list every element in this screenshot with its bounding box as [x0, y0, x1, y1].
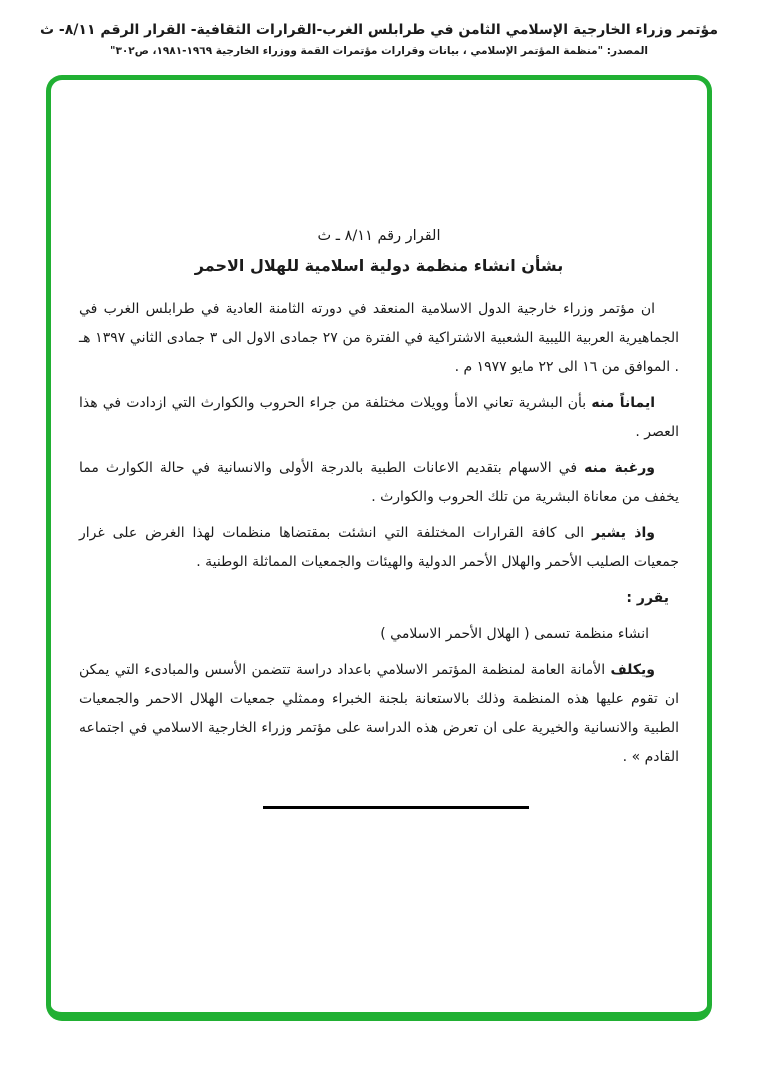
paragraph-text: ان مؤتمر وزراء خارجية الدول الاسلامية المنعقد في دورته الثامنة العادية في طرابلس الغرب في الجماهيرية العربية الليبية الشعبية الاشتراكية في الفترة من ٢٧ جمادى الاول الى ٣ جمادى الثاني ١٣٩٧ هـ . الموافق من ١٦ الى ٢٢ مايو ١٩٧٧ م .	[79, 301, 679, 375]
resolution-subject: بشأن انشاء منظمة دولية اسلامية للهلال الاحمر	[194, 256, 564, 275]
paragraph-lead: ورغبة منه	[584, 460, 655, 476]
preamble-paragraph-1	[79, 295, 679, 382]
preamble-paragraph-4	[79, 519, 679, 577]
resolution-number: القرار رقم ٨/١١ ـ ث	[317, 228, 441, 244]
preamble-paragraph-2	[79, 389, 679, 447]
paragraph-lead: واذ يشير	[592, 525, 655, 541]
conference-title-line: مؤتمر وزراء الخارجية الإسلامي الثامن في طرابلس الغرب-القرارات الثقافية- القرار الرقم ٨/١١- ث	[39, 22, 718, 38]
paragraph-text: بأن البشرية تعاني الامأ وويلات مختلفة من جراء الحروب والكوارث التي ازدادت في هذا العصر .	[79, 395, 679, 440]
source-citation-line: المصدر: "منظمة المؤتمر الإسلامي ، بيانات وقرارات مؤتمرات القمة ووزراء الخارجية ١٩٦٩-١٩٨١، ص٣٠٢"	[109, 45, 648, 57]
paragraph-lead: ايماناً منه	[591, 395, 655, 411]
decides-label: يقرر :	[626, 590, 669, 606]
paragraph-lead: ويكلف	[610, 662, 655, 678]
page-header	[0, 0, 758, 57]
separator-line	[263, 806, 529, 809]
decision-text: انشاء منظمة تسمى ( الهلال الأحمر الاسلامي )	[380, 626, 649, 642]
preamble-paragraph-3	[79, 454, 679, 512]
mandate-paragraph	[79, 656, 679, 772]
paragraph-text: الأمانة العامة لمنظمة المؤتمر الاسلامي باعداد دراسة تتضمن الأسس والمبادىء التي يمكن ان تقوم عليها هذه المنظمة وذلك بالاستعانة بلجنة الخبراء وممثلي جمعيات الهلال الاحمر والجمعيات الطبية والانسانية والخيرية على ان تعرض هذه الدراسة على مؤتمر وزراء الخارجية الاسلامي في اجتماعه القادم » .	[79, 662, 679, 765]
document-frame	[46, 75, 712, 1021]
paragraph-text: الى كافة القرارات المختلفة التي انشئت بمقتضاها منظمات لهذا الغرض على غرار جمعيات الصليب الأحمر والهلال الأحمر الدولية والهيئات والجمعيات المماثلة الوطنية .	[79, 525, 679, 570]
paragraph-text: في الاسهام بتقديم الاعانات الطبية بالدرجة الأولى والانسانية في حالة الكوارث مما يخفف من معاناة البشرية من تلك الحروب والكوارث .	[79, 460, 679, 505]
